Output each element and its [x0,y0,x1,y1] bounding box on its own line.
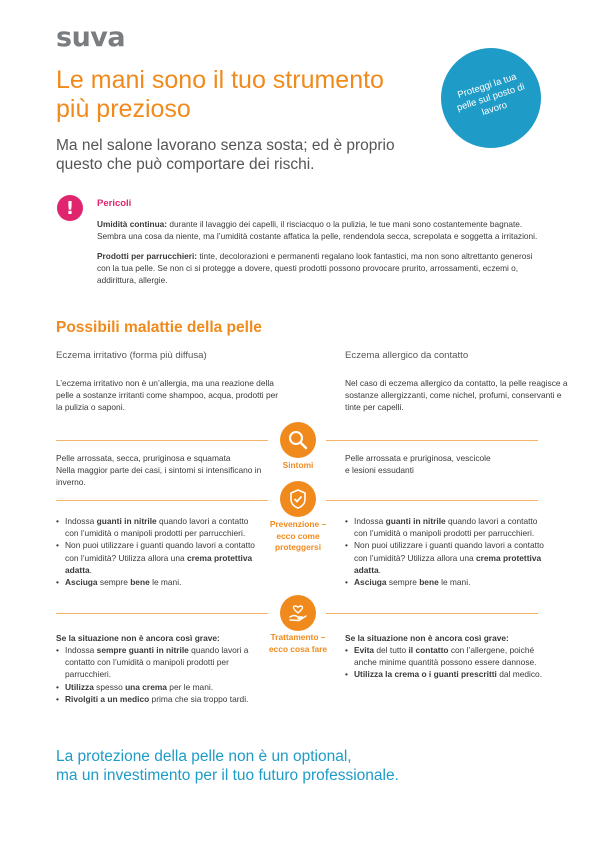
list-item: • Utilizza la crema o i guanti prescritti dal medico. [345,668,550,680]
left-symptoms-line-1: Pelle arrossata, secca, pruriginosa e squamata [56,453,231,463]
divider-right-2 [326,500,538,501]
left-treatment-list [56,644,261,705]
prevention-label-2: ecco come [276,530,320,541]
danger-paragraph-1 [97,218,545,242]
magnifier-icon [280,422,316,458]
right-treatment-heading: Se la situazione non è ancora così grave: [345,633,509,643]
section-title: Possibili malattie della pelle [56,319,262,336]
list-item: • Evita del tutto il contatto con l’allergene, poiché anche minime quantità possono essere dannose. [345,644,550,668]
danger-paragraph-2 [97,250,545,287]
symptoms-label: Sintomi [282,460,314,470]
badge-text: Proteggi la tua pelle sul posto di lavoro [455,71,527,119]
left-prevention-list [56,515,261,588]
hand-heart-icon [280,595,316,631]
right-intro: Nel caso di eczema allergico da contatto, la pelle reagisce a sostanze allergizzanti, come nichel, profumi, conservanti e tinte per capelli. [345,378,568,413]
footer-message [56,747,536,785]
subtitle [56,136,426,174]
danger-p1-bold: Umidità continua: [97,219,168,230]
treatment-label [258,632,338,655]
divider-left-1 [56,440,268,441]
list-item: • Asciuga sempre bene le mani. [345,576,550,588]
title-line-1: Le mani sono il tuo strumento [56,66,384,94]
danger-p2-text: tinte, decolorazioni e permanenti regalano look fantastici, ma non sono altrettanto generosi con la tua pelle. Se non ci si protegge a dovere, questi prodotti possono provocare prurito, arrossamenti, eczemi o, addirittura, allergie. [97,250,533,286]
list-item: • Utilizza spesso una crema per le mani. [56,681,261,693]
divider-left-3 [56,613,268,614]
exclamation-icon: ! [57,195,83,221]
footer-line-1: La protezione della pelle non è un optional, [56,748,352,765]
left-intro: L’eczema irritativo non è un’allergia, ma una reazione della pelle a sostanze irritanti come shampoo, acqua, prodotti per la pulizia o saponi. [56,378,279,413]
left-symptoms [56,452,266,489]
footer-line-2: ma un investimento per il tuo futuro professionale. [56,767,399,784]
list-item: • Rivolgiti a un medico prima che sia troppo tardi. [56,693,261,705]
prevention-label-3: proteggersi [274,542,322,552]
prevention-label-1: Prevenzione – [269,519,327,529]
subtitle-line-2: questo che può comportare dei rischi. [56,156,315,173]
page-title [56,66,436,124]
danger-heading: Pericoli [97,198,132,209]
danger-p1-text: durante il lavaggio dei capelli, il risciacquo o la pulizia, le tue mani sono costantemente bagnate. Sembra una cosa da niente, ma l’umidità costante affatica la pelle, rendendola secca, screpolata e soggetta a irritazioni. [97,219,538,242]
treatment-label-1: Trattamento – [270,632,326,642]
list-item: • Asciuga sempre bene le mani. [56,576,261,588]
list-item: • Indossa guanti in nitrile quando lavori a contatto con l’umidità o manipoli prodotti per parrucchieri. [345,515,550,539]
list-item: • Indossa guanti in nitrile quando lavori a contatto con l’umidità o manipoli prodotti per parrucchieri. [56,515,261,539]
danger-box [97,198,545,293]
right-symptoms-line-2: e lesioni essudanti [345,465,414,476]
list-item: • Indossa sempre guanti in nitrile quando lavori a contatto con l’umidità o manipoli prodotti per parrucchieri. [56,644,261,681]
title-line-2: più prezioso [56,95,191,123]
right-column-heading: Eczema allergico da contatto [345,350,469,361]
suva-logo: suva [56,22,126,53]
treatment-label-2: ecco cosa fare [268,643,328,654]
right-symptoms [345,452,555,476]
right-symptoms-line-1: Pelle arrossata e pruriginosa, vescicole [345,453,491,463]
divider-right-1 [326,440,538,441]
left-treatment-heading: Se la situazione non è ancora così grave: [56,633,220,643]
subtitle-line-1: Ma nel salone lavorano senza sosta; ed è proprio [56,137,395,154]
prevention-label [258,519,338,554]
left-symptoms-line-2: Nella maggior parte dei casi, i sintomi si intensificano in inverno. [56,465,262,488]
badge-circle [441,48,541,148]
divider-left-2 [56,500,268,501]
shield-check-icon [280,481,316,517]
danger-p2-bold: Prodotti per parrucchieri: [97,250,198,261]
right-treatment-list [345,644,550,681]
list-item: • Non puoi utilizzare i guanti quando lavori a contatto con l’umidità? Utilizza allora una crema protettiva adatta. [345,539,550,576]
list-item: • Non puoi utilizzare i guanti quando lavori a contatto con l’umidità? Utilizza allora una crema protettiva adatta. [56,539,261,576]
right-prevention-list [345,515,550,588]
left-column-heading: Eczema irritativo (forma più diffusa) [56,350,207,361]
divider-right-3 [326,613,538,614]
